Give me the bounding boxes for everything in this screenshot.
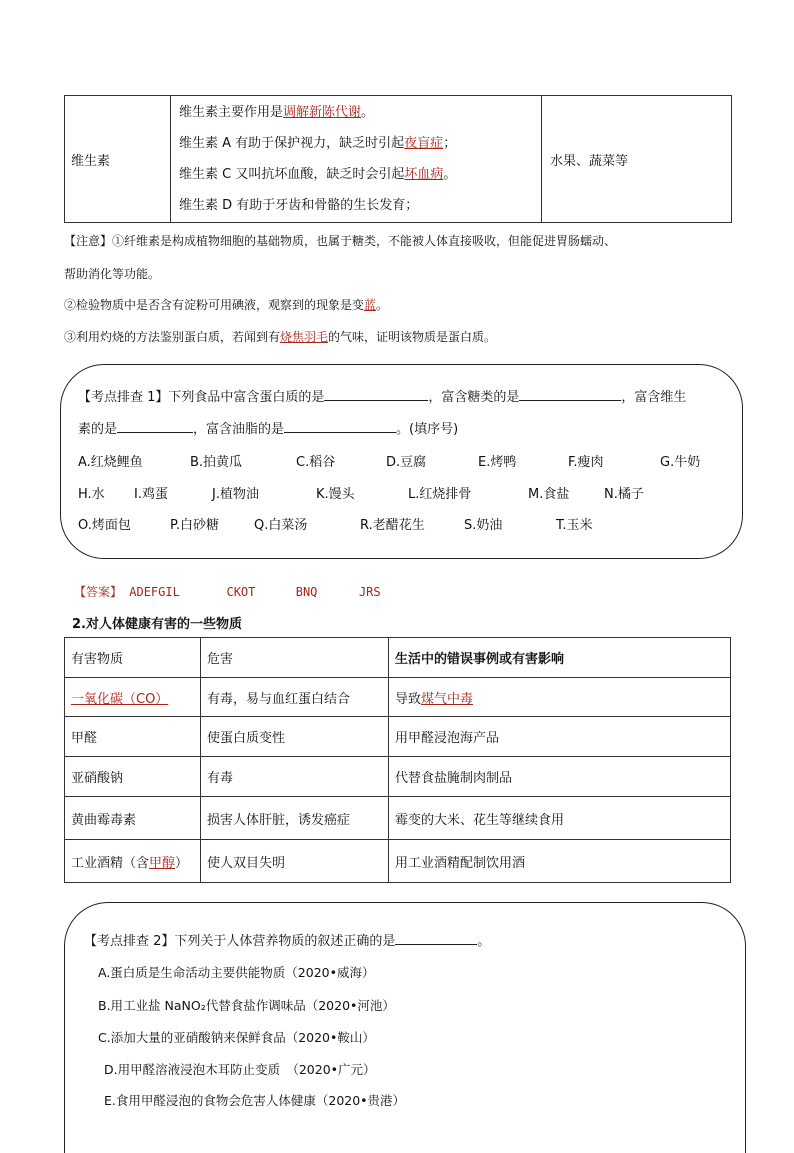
table-row: 一氧化碳（CO） 有毒，易与血红蛋白结合 导致煤气中毒 (65, 678, 731, 717)
q1-line2: 素的是 ，富含油脂的是 。(填序号) (78, 418, 458, 437)
q2-option: E.食用甲醛浸泡的食物会危害人体健康（2020•贵港） (104, 1093, 406, 1108)
q1-option: S.奶油 (464, 518, 503, 533)
q2-option: A.蛋白质是生命活动主要供能物质（2020•威海） (98, 965, 375, 980)
note-1b: 帮助消化等功能。 (64, 267, 161, 281)
answer-value: CKOT (226, 585, 256, 599)
vitamin-name-cell (65, 96, 171, 223)
q1-option: L.红烧排骨 (408, 487, 472, 502)
q1-option: H.水 (78, 487, 105, 502)
q1-option: D.豆腐 (386, 455, 427, 470)
q2-option: D.用甲醛溶液浸泡木耳防止变质 （2020•广元） (104, 1062, 376, 1077)
table-cell: 用工业酒精配制饮用酒 (395, 855, 526, 871)
q1-option: O.烤面包 (78, 518, 131, 533)
answer-line (74, 583, 381, 600)
highlight-answer: 坏血病 (404, 167, 444, 182)
table-header: 危害 (207, 652, 234, 667)
q1-option: R.老醋花生 (360, 518, 425, 533)
table-cell: 使人双目失明 (207, 855, 286, 871)
vitamin-line: 维生素主要作用是调解新陈代谢。 (179, 105, 375, 120)
answer-blank[interactable] (324, 387, 428, 401)
table-cell: 使蛋白质变性 (207, 731, 286, 746)
table-cell: 霉变的大米、花生等继续食用 (395, 812, 565, 828)
answer-blank[interactable] (117, 419, 193, 433)
answer-value: BNQ (295, 585, 318, 599)
q1-option: T.玉米 (556, 518, 593, 533)
answer-label: 【答案】 (74, 585, 123, 599)
q1-option: Q.白菜汤 (254, 518, 308, 533)
q1-option: K.馒头 (316, 487, 355, 502)
table-cell: 有毒 (207, 771, 234, 786)
section-title: 2.对人体健康有害的一些物质 (72, 617, 242, 632)
vitamin-name: 维生素 (71, 153, 111, 169)
highlight-answer: 蓝 (364, 298, 377, 312)
q1-option: B.拍黄瓜 (190, 455, 243, 470)
answer-blank[interactable] (395, 931, 477, 945)
q1-option: C.稻谷 (296, 455, 336, 470)
q1-option: P.白砂糖 (170, 518, 219, 533)
vitamin-line: 维生素 A 有助于保护视力，缺乏时引起夜盲症； (179, 136, 457, 151)
note-2: ②检验物质中是否含有淀粉可用碘液，观察到的现象是变蓝。 (64, 298, 389, 312)
q1-option: A.红烧鲤鱼 (78, 455, 143, 470)
q1-option: I.鸡蛋 (134, 487, 168, 502)
table-cell: 一氧化碳（CO） (71, 691, 169, 707)
q2-option: B.用工业盐 NaNO₂代替食盐作调味品（2020•河池） (98, 998, 395, 1013)
q2-stem: 【考点排查 2】下列关于人体营养物质的叙述正确的是 。 (84, 930, 490, 949)
table-cell: 有毒，易与血红蛋白结合 (207, 691, 351, 707)
table-header-row (65, 638, 731, 678)
note-3: ③利用灼烧的方法鉴别蛋白质，若闻到有烧焦羽毛的气味，证明该物质是蛋白质。 (64, 330, 497, 344)
vitamin-line: 维生素 C 又叫抗坏血酸，缺乏时会引起坏血病。 (179, 167, 457, 182)
table-cell: 损害人体肝脏，诱发癌症 (207, 812, 351, 828)
table-row (65, 797, 731, 840)
table-cell: 黄曲霉毒素 (71, 812, 137, 828)
vitamin-desc-cell (171, 96, 542, 223)
q1-option: N.橘子 (604, 487, 644, 502)
answer-value: JRS (358, 585, 381, 599)
table-row: 工业酒精（含甲醇） 使人双目失明 用工业酒精配制饮用酒 (65, 840, 731, 883)
highlight-answer: 夜盲症 (404, 136, 444, 151)
highlight-answer: 调解新陈代谢 (283, 105, 362, 120)
q1-option: J.植物油 (212, 487, 259, 502)
table-row (65, 757, 731, 797)
table-cell: 用甲醛浸泡海产品 (395, 731, 500, 746)
q2-option: C.添加大量的亚硝酸钠来保鲜食品（2020•鞍山） (98, 1030, 375, 1045)
q1-option: G.牛奶 (660, 455, 701, 470)
q1-option: F.瘦肉 (568, 455, 604, 470)
note-1a: 【注意】①纤维素是构成植物细胞的基础物质，也属于糖类，不能被人体直接吸收，但能促进胃肠蠕动、 (64, 234, 617, 248)
q1-option: E.烤鸭 (478, 455, 517, 470)
answer-blank[interactable] (519, 387, 621, 401)
table-cell: 亚硝酸钠 (71, 771, 124, 786)
vitamin-source: 水果、蔬菜等 (550, 153, 629, 169)
vitamin-table (64, 95, 732, 223)
q1-option: M.食盐 (528, 487, 570, 502)
q1-line1: 【考点排查 1】下列食品中富含蛋白质的是 ，富含糖类的是 ，富含维生 (78, 386, 686, 405)
vitamin-line: 维生素 D 有助于牙齿和骨骼的生长发育； (179, 198, 419, 213)
table-header: 生活中的错误事例或有害影响 (395, 652, 565, 667)
highlight-answer: 甲醇 (149, 855, 176, 871)
answer-value: ADEFGIL (129, 585, 180, 599)
table-header: 有害物质 (71, 652, 124, 667)
table-cell: 甲醛 (71, 731, 98, 746)
table-row (65, 717, 731, 757)
answer-blank[interactable] (284, 419, 396, 433)
table-cell: 代替食盐腌制肉制品 (395, 771, 513, 786)
highlight-answer: 烧焦羽毛 (280, 330, 329, 344)
vitamin-source-cell (542, 96, 732, 223)
highlight-answer: 煤气中毒 (421, 691, 474, 707)
harm-table (64, 637, 731, 883)
